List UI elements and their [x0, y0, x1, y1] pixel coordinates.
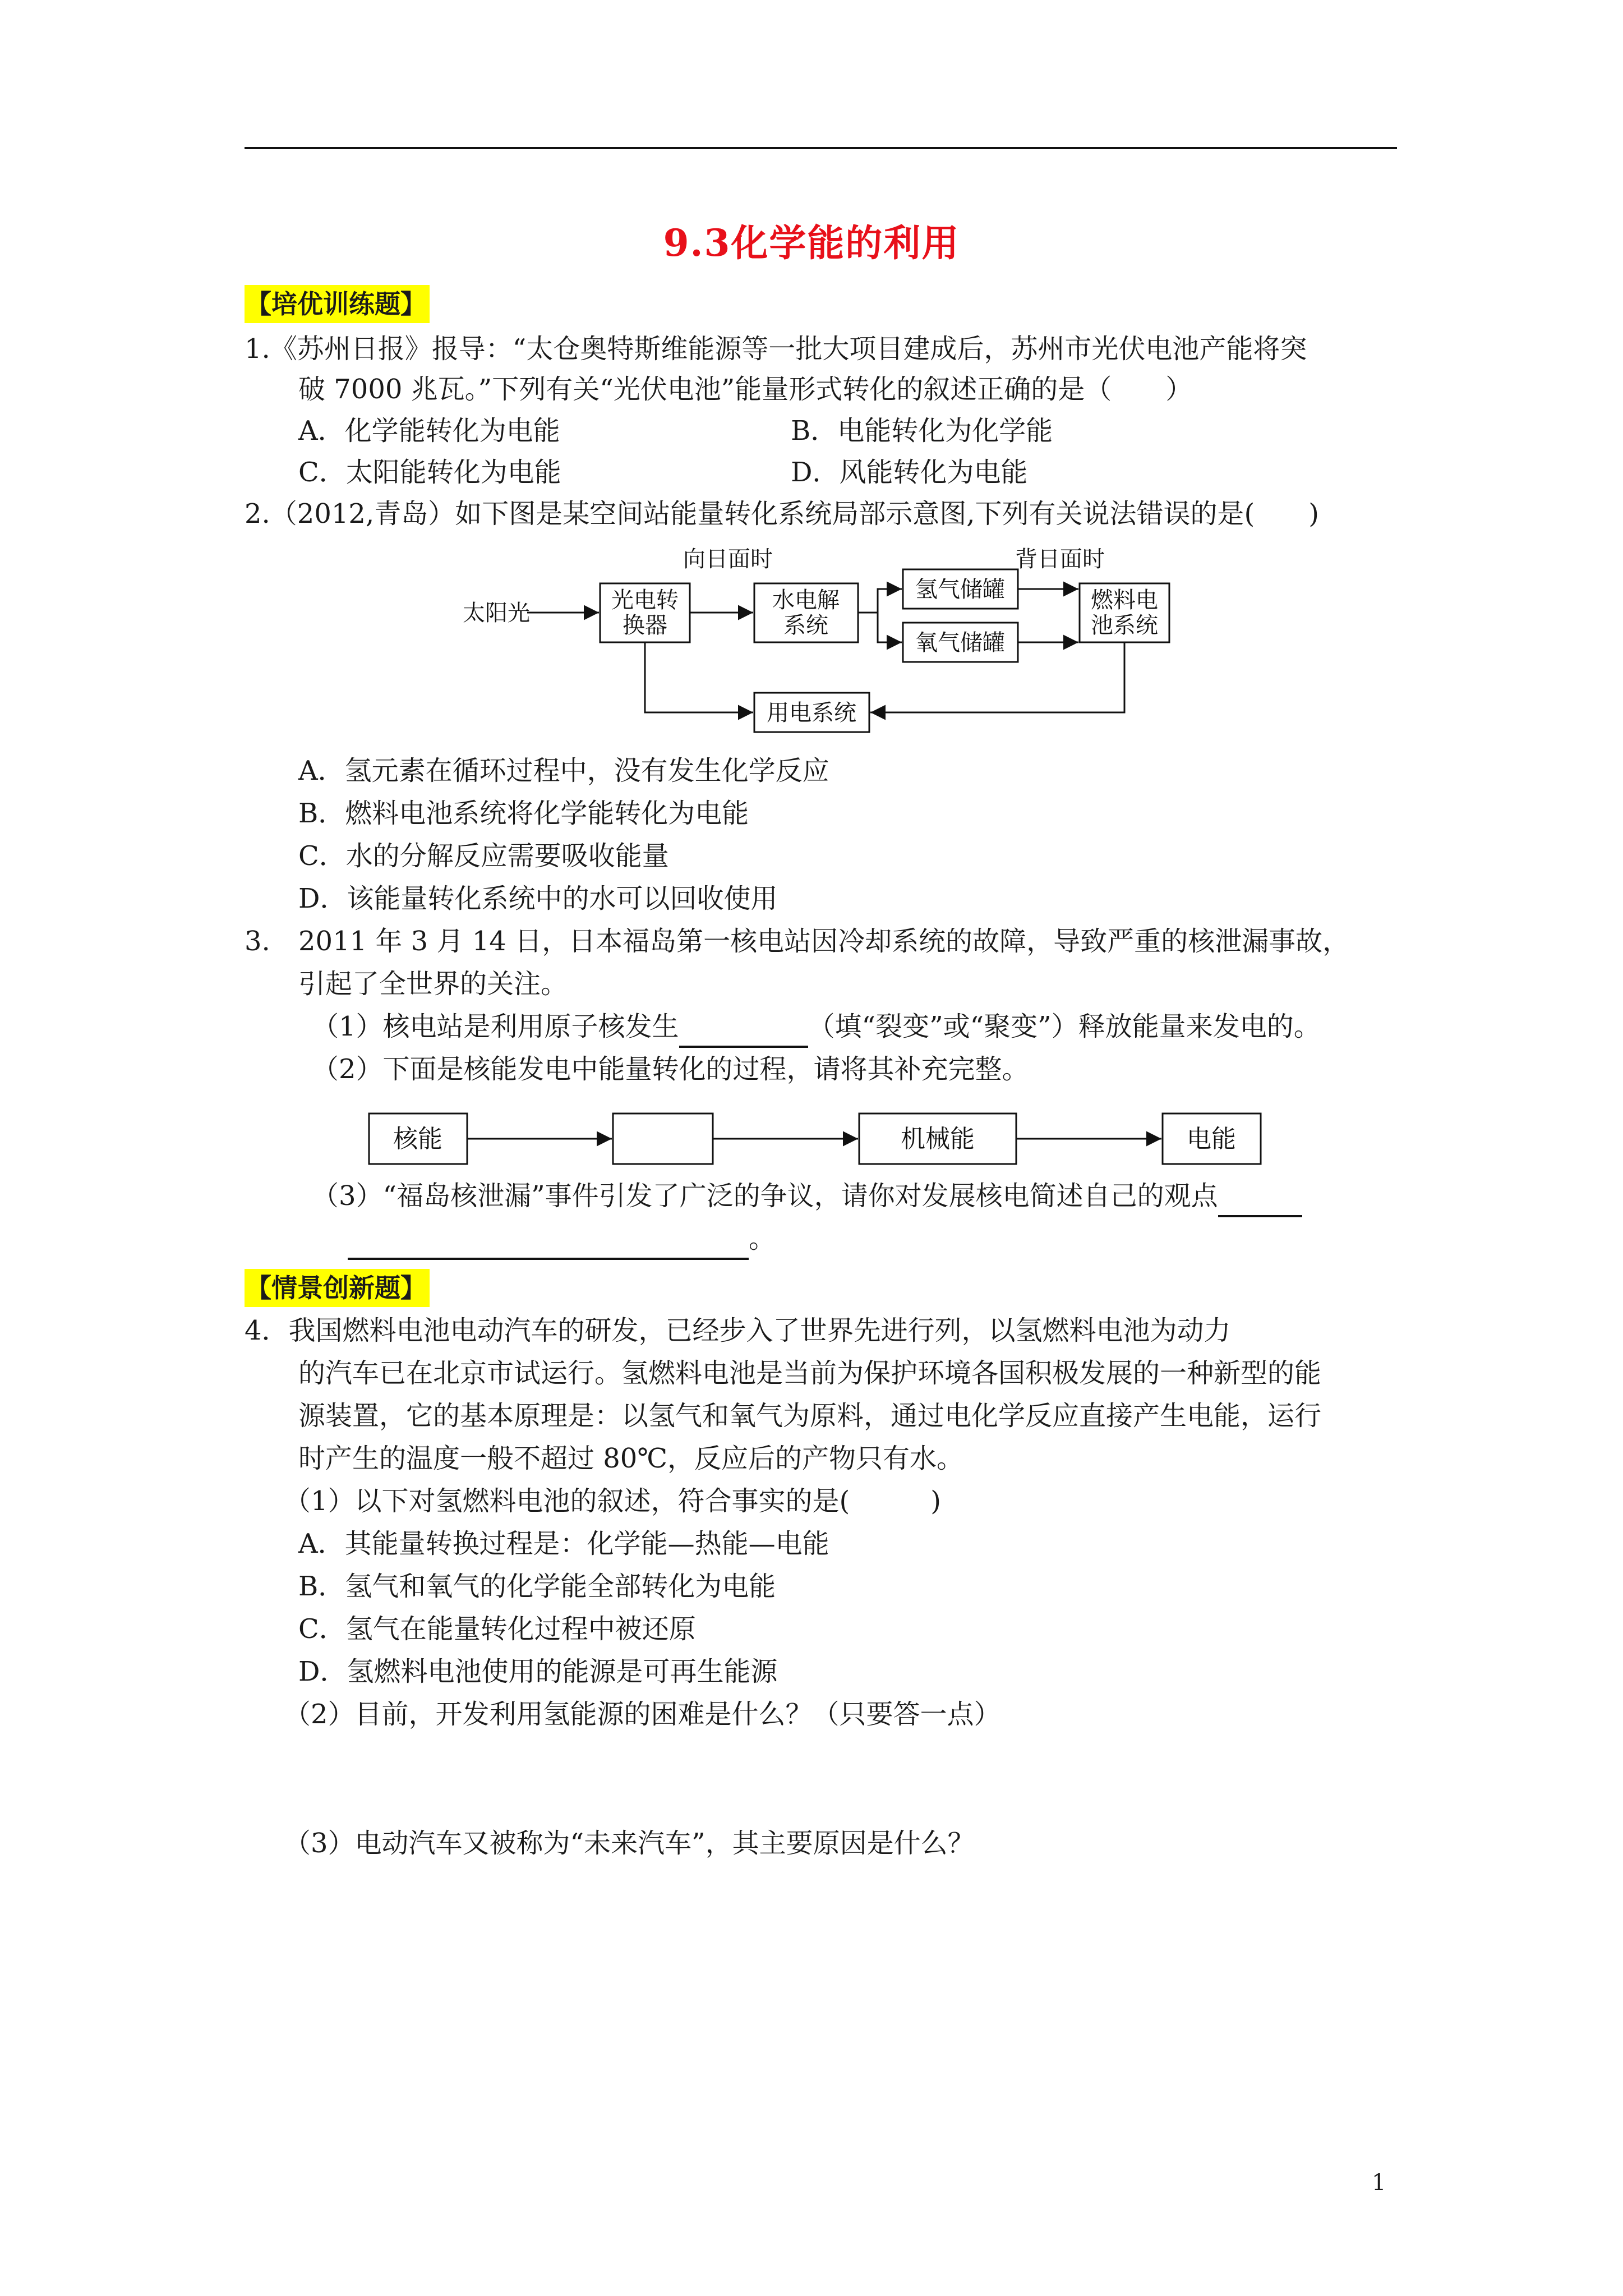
- q2-option-b: B．燃料电池系统将化学能转化为电能: [298, 798, 749, 829]
- q3-opinion-blank-2[interactable]: [348, 1224, 749, 1260]
- q4-sub2: （2）目前，开发利用氢能源的困难是什么？（只要答一点）: [284, 1699, 1001, 1730]
- q3-sub3-end: 。: [749, 1223, 776, 1254]
- converter-label-1: 光电转: [611, 587, 679, 613]
- q3-opinion-blank-1[interactable]: [1218, 1181, 1302, 1217]
- q4-sub1: （1）以下对氢燃料电池的叙述，符合事实的是( ): [284, 1485, 941, 1517]
- page-number: 1: [1372, 2170, 1386, 2196]
- flow-electric-label: 电能: [1187, 1125, 1236, 1153]
- q4-stem-line1: 4．我国燃料电池电动汽车的研发，已经步入了世界先进行列，以氢燃料电池为动力: [245, 1315, 1231, 1346]
- hydrogen-tank-label: 氢气储罐: [915, 577, 1005, 602]
- electrolysis-label-1: 水电解: [772, 587, 840, 613]
- q3-sub3-text: （3）“福岛核泄漏”事件引发了广泛的争议，请你对发展核电简述自己的观点: [312, 1180, 1218, 1212]
- q2-option-d: D．该能量转化系统中的水可以回收使用: [298, 883, 778, 914]
- q2-stem: 2.（2012,青岛）如下图是某空间站能量转化系统局部示意图,下列有关说法错误的是( ): [245, 498, 1319, 530]
- q3-sub3-cont: [348, 1222, 776, 1260]
- q4-option-c: C．氢气在能量转化过程中被还原: [298, 1613, 696, 1645]
- q3-number: 3.: [245, 926, 270, 957]
- flow-box-blank: [613, 1114, 713, 1164]
- q4-sub3: （3）电动汽车又被称为“未来汽车”，其主要原因是什么？: [284, 1828, 975, 1859]
- energy-system-diagram: [449, 544, 1189, 746]
- night-side-label: 背日面时: [1015, 546, 1105, 572]
- q2-option-c: C．水的分解反应需要吸收能量: [298, 840, 669, 872]
- page-title: 9.3化学能的利用: [663, 221, 960, 265]
- flow-nuclear-label: 核能: [393, 1125, 442, 1153]
- q3-stem-line1: 2011 年 3 月 14 日，日本福岛第一核电站因冷却系统的故障，导致严重的核泄漏事故，: [298, 926, 1350, 957]
- q1-option-a: A．化学能转化为电能: [298, 415, 560, 447]
- nuclear-energy-flow: [359, 1105, 1267, 1172]
- q4-option-d: D．氢燃料电池使用的能源是可再生能源: [298, 1656, 778, 1687]
- q1-option-c: C．太阳能转化为电能: [298, 457, 561, 488]
- oxygen-tank-label: 氧气储罐: [915, 630, 1005, 656]
- q2-option-a: A．氢元素在循环过程中，没有发生化学反应: [298, 755, 829, 786]
- q3-sub1-text-a: （1）核电站是利用原子核发生: [312, 1011, 679, 1042]
- electrolysis-label-2: 系统: [783, 613, 828, 638]
- q1-option-d: D．风能转化为电能: [791, 457, 1028, 488]
- power-system-label: 用电系统: [767, 700, 856, 726]
- q4-stem-line4: 时产生的温度一般不超过 80℃，反应后的产物只有水。: [298, 1443, 964, 1474]
- sunlight-label: 太阳光: [463, 600, 530, 626]
- q3-sub2: （2）下面是核能发电中能量转化的过程，请将其补充完整。: [312, 1053, 1029, 1085]
- q4-stem-line3: 源装置，它的基本原理是：以氢气和氧气为原料，通过电化学反应直接产生电能，运行: [298, 1400, 1322, 1432]
- q4-option-b: B．氢气和氧气的化学能全部转化为电能: [298, 1571, 776, 1602]
- header-rule: [245, 147, 1397, 149]
- flow-mechanical-label: 机械能: [901, 1125, 975, 1153]
- q3-stem-line2: 引起了全世界的关注。: [298, 968, 568, 1000]
- fuel-cell-label-1: 燃料电: [1091, 587, 1158, 613]
- q3-sub1-text-b: （填“裂变”或“聚变”）释放能量来发电的。: [808, 1011, 1321, 1042]
- section-innovation-tag: 【情景创新题】: [245, 1269, 430, 1307]
- q4-stem-line2: 的汽车已在北京市试运行。氢燃料电池是当前为保护环境各国积极发展的一种新型的能: [298, 1358, 1322, 1389]
- q1-stem-line1: 1.《苏州日报》报导：“太仓奥特斯维能源等一批大项目建成后，苏州市光伏电池产能将突: [245, 333, 1307, 365]
- day-side-label: 向日面时: [683, 546, 773, 572]
- q1-stem-line2: 破 7000 兆瓦。”下列有关“光伏电池”能量形式转化的叙述正确的是（ ）: [298, 374, 1193, 405]
- q4-option-a: A．其能量转换过程是：化学能—热能—电能: [298, 1528, 829, 1559]
- fuel-cell-label-2: 池系统: [1091, 613, 1158, 638]
- q3-fission-blank[interactable]: [679, 1012, 808, 1048]
- section-practice-tag: 【培优训练题】: [245, 285, 430, 323]
- converter-label-2: 换器: [623, 613, 667, 638]
- q3-sub1: [312, 1010, 1321, 1048]
- q1-option-b: B．电能转化为化学能: [791, 415, 1053, 447]
- q3-sub3: [312, 1179, 1302, 1217]
